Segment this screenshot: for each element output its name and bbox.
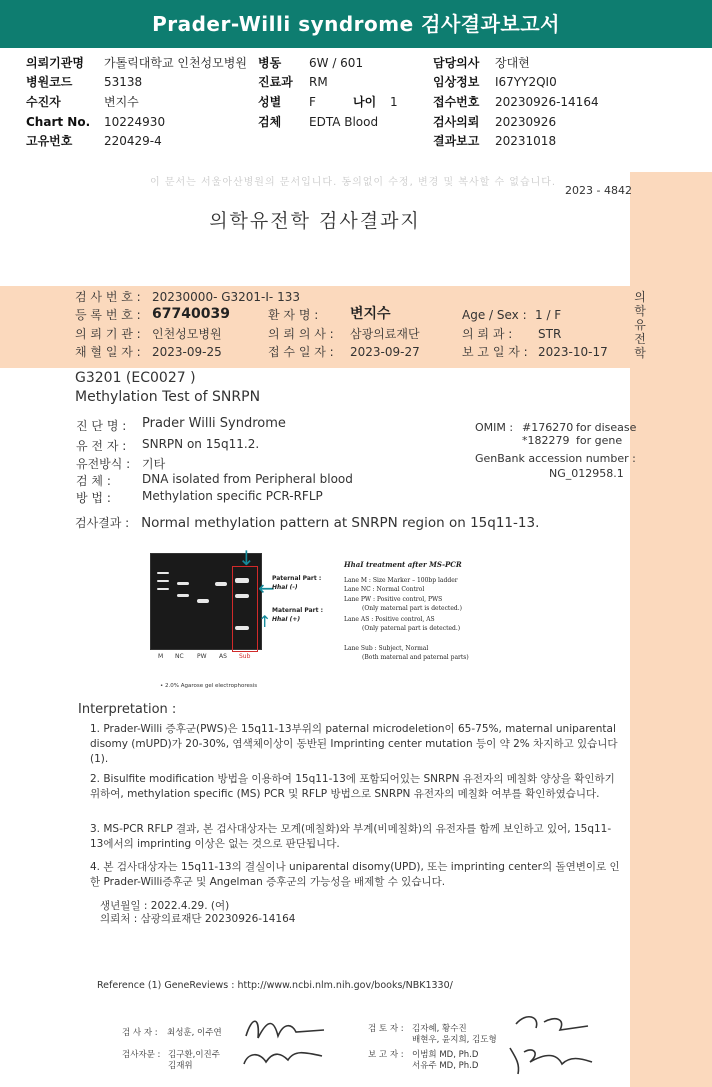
- patient-label: 환 자 명 :: [268, 308, 319, 322]
- genbank-label: GenBank accession number :: [475, 452, 636, 465]
- field-value: Methylation specific PCR-RFLP: [142, 489, 323, 503]
- header-label: 검체: [258, 115, 282, 129]
- draw-date: 2023-09-25: [152, 345, 222, 359]
- report-banner-title: Prader-Willi syndrome 검사결과보고서: [0, 0, 712, 48]
- header-label: 결과보고: [433, 134, 480, 148]
- figure-legend-line: Lane NC : Normal Control: [344, 586, 425, 593]
- reference: Reference (1) GeneReviews : http://www.ncbi.nlm.nih.gov/books/NBK1330/: [97, 980, 453, 991]
- header-value: 1: [390, 95, 398, 109]
- field-label: 진 단 명 :: [76, 419, 127, 433]
- reg-no-label: 등 록 번 호 :: [75, 308, 141, 322]
- vertical-char: 전: [634, 332, 646, 346]
- header-label: 나이: [353, 95, 377, 109]
- header-label: 수진자: [26, 95, 61, 109]
- header-value: EDTA Blood: [309, 115, 379, 129]
- document-number: 2023 - 4842: [565, 184, 632, 197]
- interpretation-heading: Interpretation :: [78, 702, 177, 717]
- reviewer: 배현우, 윤지희, 김도형: [412, 1035, 497, 1045]
- header-label: 임상정보: [433, 75, 480, 89]
- maternal-label: Maternal Part :: [272, 607, 323, 614]
- reviewer-label: 검 토 자 :: [368, 1024, 404, 1034]
- agesex: 1 / F: [535, 308, 562, 322]
- advisor: 김재위: [168, 1061, 193, 1071]
- dept-label: 의 뢰 과 :: [462, 327, 513, 341]
- figure-legend-line: Lane AS : Positive control, AS: [344, 616, 435, 623]
- interpretation-paragraph: 2. Bisulfite modification 방법을 이용하여 15q11-13에 포함되어있는 SNRPN 유전자의 메칠화 양상을 확인하기 위하여, methylation specific (MS) PCR 및 RFLP 방법으로 SNRPN 유전자의 메칠화 여부를 확인하였습니다.: [90, 773, 615, 800]
- reviewer: 김자혜, 황수진: [412, 1024, 467, 1034]
- vertical-char: 유: [634, 318, 646, 332]
- doctor-label: 의 뢰 의 사 :: [268, 327, 334, 341]
- gel-band: [215, 582, 227, 586]
- gel-band: [157, 572, 169, 574]
- header-label: 검사의뢰: [433, 115, 480, 129]
- vertical-label: [633, 290, 647, 360]
- gel-note: • 2.0% Agarose gel electrophoresis: [160, 683, 258, 689]
- advisor: 김구환,이진주: [168, 1050, 220, 1060]
- header-value: 20231018: [495, 134, 557, 148]
- header-value: 장대현: [495, 56, 530, 70]
- header-value: 20230926-14164: [495, 95, 599, 109]
- header-value: 6W / 601: [309, 56, 364, 70]
- test-name: Methylation Test of SNRPN: [75, 389, 261, 405]
- vertical-char: 학: [634, 346, 646, 360]
- header-label: 병동: [258, 56, 282, 70]
- field-value: SNRPN on 15q11.2.: [142, 437, 260, 451]
- recv-date-label: 접 수 일 자 :: [268, 345, 334, 359]
- omim-disease: #176270: [522, 421, 574, 434]
- examiner-signature: [238, 1008, 336, 1078]
- gel-band: [157, 588, 169, 590]
- header-label: 진료과: [258, 75, 293, 89]
- dept: STR: [538, 327, 562, 341]
- report-date-label: 보 고 일 자 :: [462, 345, 528, 359]
- arrow-down-icon: ↓: [238, 546, 255, 570]
- header-label: 병원코드: [26, 75, 73, 89]
- figure-legend-line: (Only maternal part is detected.): [362, 605, 462, 612]
- header-label: 의뢰기관명: [26, 56, 84, 70]
- interpretation-paragraph: 3. MS-PCR RFLP 결과, 본 검사대상자는 모계(메칠화)와 부계(비메칠화)의 유전자를 함께 보인하고 있어, 15q11-13에서의 imprinting 이상은 없는 것으로 판단됩니다.: [90, 823, 612, 850]
- test-result: [75, 514, 539, 531]
- arrow-left-icon: ←: [258, 576, 275, 600]
- field-label: 검 체 :: [76, 474, 111, 488]
- header-value: 53138: [104, 75, 143, 89]
- advisor-label: 검사자문 :: [122, 1050, 161, 1060]
- reg-no: 67740039: [152, 306, 230, 322]
- inst: 인천성모병원: [152, 327, 222, 341]
- header-value: 가톨릭대학교 인천성모병원: [104, 56, 247, 70]
- figure-legend-line: (Only paternal part is detected.): [362, 625, 461, 632]
- header-value: 220429-4: [104, 134, 162, 148]
- result-text: Normal methylation pattern at SNRPN region on 15q11-13.: [141, 515, 540, 531]
- gel-band: [177, 594, 189, 597]
- interpretation-paragraph: 4. 본 검사대상자는 15q11-13의 결실이나 uniparental disomy(UPD), 또는 imprinting center의 돌연변이로 인한 Prader-Willi증후군 및 Angelman 증후군의 가능성을 배제할 수 있습니다.: [90, 861, 620, 888]
- doctor: 삼광의료재단: [350, 327, 420, 341]
- omim-disease-note: for disease: [576, 421, 637, 434]
- field-label: 방 법 :: [76, 491, 111, 505]
- reporter-label: 보 고 자 :: [368, 1050, 404, 1060]
- omim-gene: *182279: [522, 434, 570, 447]
- genbank-number: NG_012958.1: [549, 467, 624, 480]
- figure-legend-line: Lane Sub : Subject, Normal: [344, 645, 429, 652]
- report-date: 2023-10-17: [538, 345, 608, 359]
- birth-date: 생년월일 : 2022.4.29. (여): [100, 900, 230, 912]
- field-value: 기타: [142, 457, 166, 471]
- subject-lane-box: [232, 566, 258, 652]
- reporter: 서유주 MD, Ph.D: [412, 1061, 479, 1071]
- exam-no-label: 검 사 번 호 :: [75, 290, 141, 304]
- figure-legend-line: (Both maternal and paternal parts): [362, 654, 469, 661]
- header-value: 20230926: [495, 115, 557, 129]
- figure-legend-title: HhaI treatment after MS-PCR: [344, 560, 462, 569]
- lane-label-subject: Sub: [239, 653, 251, 660]
- header-label: Chart No.: [26, 115, 91, 129]
- field-value: DNA isolated from Peripheral blood: [142, 472, 353, 486]
- reporter: 이범희 MD, Ph.D: [412, 1050, 479, 1060]
- document-watermark: 이 문서는 서울아산병원의 문서입니다. 동의없이 수정, 변경 및 복사할 수 없습니다.: [150, 177, 557, 188]
- agesex-label: Age / Sex :: [462, 308, 527, 322]
- result-label: 검사결과 :: [75, 516, 130, 530]
- lane-label: PW: [197, 653, 207, 660]
- gel-band: [197, 599, 209, 603]
- draw-date-label: 채 혈 일 자 :: [75, 345, 141, 359]
- lane-label: NC: [175, 653, 184, 660]
- requester: 의뢰처 : 삼광의료재단 20230926-14164: [100, 913, 296, 925]
- header-label: 성별: [258, 95, 282, 109]
- recv-date: 2023-09-27: [350, 345, 420, 359]
- field-label: 유전방식 :: [76, 457, 131, 471]
- header-value: 변지수: [104, 95, 139, 109]
- gel-band: [157, 580, 169, 582]
- paternal-label: Paternal Part :: [272, 575, 322, 582]
- header-value: F: [309, 95, 316, 109]
- figure-legend-line: Lane PW : Positive control, PWS: [344, 596, 443, 603]
- field-value: Prader Willi Syndrome: [142, 416, 286, 431]
- inst-label: 의 뢰 기 관 :: [75, 327, 141, 341]
- examiner: 최성훈, 이주연: [167, 1028, 222, 1038]
- lane-label: AS: [219, 653, 227, 660]
- exam-no: 20230000- G3201-I- 133: [152, 290, 300, 304]
- omim-gene-note: for gene: [576, 434, 623, 447]
- paternal-value: HhaⅠ (-): [272, 584, 298, 591]
- header-label: 담당의사: [433, 56, 480, 70]
- field-label: 유 전 자 :: [76, 439, 127, 453]
- header-value: RM: [309, 75, 328, 89]
- vertical-char: 학: [634, 304, 646, 318]
- header-label: 고유번호: [26, 134, 73, 148]
- header-label: 접수번호: [433, 95, 480, 109]
- document-title: 의학유전학 검사결과지: [209, 210, 421, 232]
- header-value: I67YY2QI0: [495, 75, 557, 89]
- figure-legend-line: Lane M : Size Marker – 100bp ladder: [344, 577, 458, 584]
- test-code: G3201 (EC0027 ): [75, 370, 196, 386]
- vertical-char: 의: [634, 290, 646, 304]
- lane-label: M: [158, 653, 164, 660]
- reviewer-signature: [500, 1008, 600, 1082]
- omim-label: OMIM :: [475, 421, 514, 434]
- header-value: 10224930: [104, 115, 166, 129]
- interpretation-paragraph: 1. Prader-Willi 증후군(PWS)은 15q11-13부위의 paternal microdeletion이 65-75%, maternal uniparental disomy (mUPD)가 20-30%, 염색체이상이 동반된 Imprinting center mutation 등이 약 2% 차지하고 있습니다 (1).: [90, 723, 618, 765]
- examiner-label: 검 사 자 :: [122, 1028, 158, 1038]
- arrow-up-icon: ↑: [258, 612, 272, 631]
- maternal-value: HhaⅠ (+): [272, 616, 301, 623]
- patient-name: 변지수: [350, 306, 391, 322]
- gel-band: [177, 582, 189, 585]
